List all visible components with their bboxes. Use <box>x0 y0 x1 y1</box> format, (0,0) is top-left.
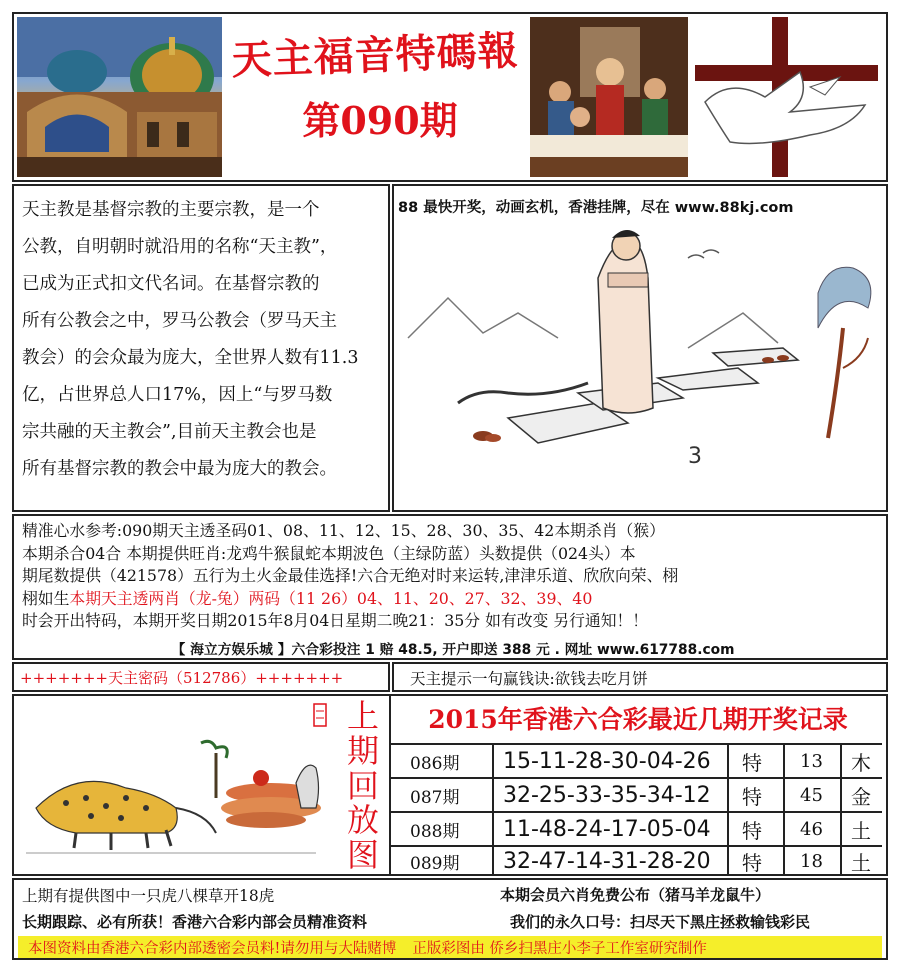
svg-text:3: 3 <box>688 444 702 469</box>
intro-line: 亿，占世界总人口17%，因上“与罗马数 <box>22 385 333 405</box>
banner-credit: 正版彩图由 侨乡扫黑庄小李子工作室研究制作 <box>412 940 707 957</box>
period-cell: 086期 <box>410 753 460 774</box>
special-number-cell: 13 <box>800 750 823 772</box>
intro-text <box>22 192 384 488</box>
numbers-cell: 15-11-28-30-04-26 <box>503 748 711 774</box>
secret-code: +++++++天主密码（512786）+++++++ <box>20 669 344 687</box>
religious-painting <box>530 17 688 177</box>
intro-line: 天主教是基督宗教的主要宗教，是一个 <box>22 200 320 220</box>
money-tip: 天主提示一句赢钱诀:欲钱去吃月饼 <box>410 670 648 688</box>
prediction-text <box>22 520 884 633</box>
casino-ad[interactable]: 【 海立方娱乐城 】六合彩投注 1 赔 48.5, 开户即送 388 元 . 网址 www.617788.com <box>171 642 735 658</box>
records-title: 2015年香港六合彩最近几期开奖记录 <box>428 705 848 734</box>
ad-banner-88kj[interactable]: 88 最快开奖，动画玄机，香港挂牌，尽在 www.88kj.com <box>398 200 794 216</box>
replay-char: 回 <box>346 766 379 805</box>
special-number-cell: 46 <box>800 818 823 840</box>
leopard-illustration <box>16 698 336 872</box>
footer-last-hint: 上期有提供图中一只虎八棵草开18虎 <box>22 887 275 905</box>
element-cell: 木 <box>851 750 871 775</box>
replay-label <box>338 697 388 874</box>
replay-char: 放 <box>346 801 379 840</box>
prediction-line: 本期杀合04合 本期提供旺肖:龙鸡牛猴鼠蛇本期波色（主绿防蓝）头数提供（024头）本 <box>22 543 636 563</box>
intro-line: 公教，自明朝时就沿用的名称“天主教”， <box>22 237 338 257</box>
period-cell: 089期 <box>410 854 460 874</box>
prediction-highlight: 本期天主透两肖（龙-兔）两码（11 26）04、11、20、27、32、39、40 <box>69 588 593 608</box>
intro-line: 所有公教会之中，罗马公教会（罗马天主 <box>22 311 337 331</box>
prediction-line: 精准心水参考:090期天主透圣码01、08、11、12、15、28、30、35、42本期杀肖（猴） <box>22 521 665 540</box>
special-number-cell: 18 <box>800 851 823 872</box>
issue-number: 第090期 <box>302 98 458 143</box>
replay-char: 图 <box>346 836 379 874</box>
cross-dove-icon <box>690 17 883 177</box>
numbers-cell: 11-48-24-17-05-04 <box>503 816 711 842</box>
te-cell: 特 <box>742 784 762 809</box>
prediction-line: 期尾数提供（421578）五行为土火金最佳选择!六合无绝对时来运转,津津乐道、欣欣向荣、栩 <box>22 566 679 585</box>
footer-slogan-right: 我们的永久口号：扫尽天下黑庄拯救输钱彩民 <box>510 913 811 931</box>
footer-free-zodiac: 本期会员六肖免费公布（猪马羊龙鼠牛） <box>500 886 771 904</box>
numbers-cell: 32-25-33-35-34-12 <box>503 782 711 808</box>
numbers-cell: 32-47-14-31-28-20 <box>503 849 711 874</box>
prediction-text-black: 栩如生 <box>22 588 70 608</box>
special-number-cell: 45 <box>800 784 823 806</box>
te-cell: 特 <box>742 750 762 775</box>
te-cell: 特 <box>742 851 762 875</box>
footer-yellow-banner <box>18 936 882 958</box>
intro-line: 教会）的会众最为庞大，全世界人数有11.3 <box>22 348 359 368</box>
intro-line: 所有基督宗教的教会中最为庞大的教会。 <box>22 459 337 479</box>
element-cell: 土 <box>851 851 871 875</box>
banner-disclaimer: 本图资料由香港六合彩内部透密会员料!请勿用与大陆赌博 <box>28 940 397 957</box>
footer-slogan-left: 长期跟踪、必有所获！香港六合彩内部会员精准资料 <box>22 913 368 931</box>
church-image <box>17 17 222 177</box>
scholar-illustration <box>398 218 884 506</box>
period-cell: 087期 <box>410 787 460 808</box>
intro-line: 宗共融的天主教会”,目前天主教会也是 <box>22 422 317 442</box>
element-cell: 金 <box>851 784 871 809</box>
prediction-line: 时会开出特码，本期开奖日期2015年8月04日星期二晚21：35分 如有改变 另行通知！！ <box>22 611 649 630</box>
intro-line: 已成为正式扣文代名词。在基督宗教的 <box>22 274 320 294</box>
te-cell: 特 <box>742 818 762 843</box>
replay-char: 期 <box>346 731 379 770</box>
page-title: 天主福音特碼報 <box>230 27 520 84</box>
element-cell: 土 <box>851 818 871 843</box>
period-cell: 088期 <box>410 821 460 842</box>
replay-char: 上 <box>346 697 379 735</box>
prediction-line <box>22 588 884 611</box>
